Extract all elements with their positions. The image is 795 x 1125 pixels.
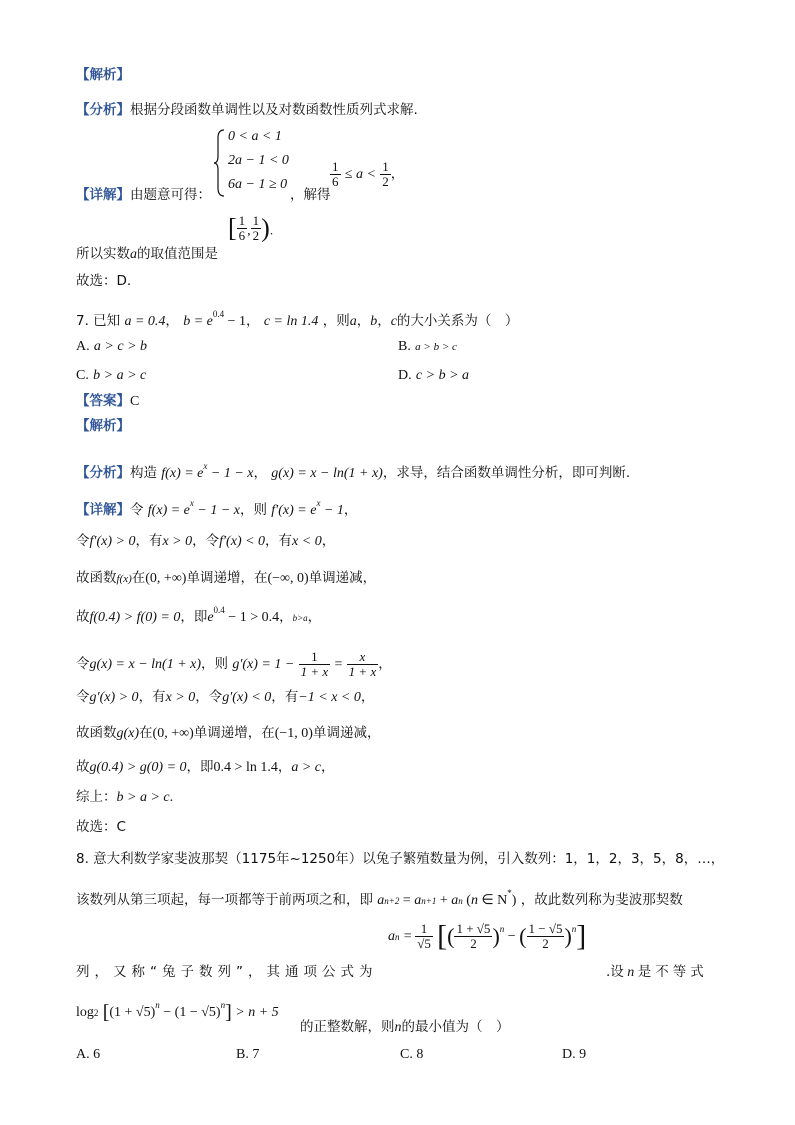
question-8-line-2: 该数列从第三项起，每一项都等于前两项之和，即 an+2 = an+1 + an (n ∈ N*) ，故此数列称为斐波那契数 [76, 888, 683, 908]
analysis-label-7: 【解析】 [76, 418, 130, 434]
q7-a: a = 0.4 [124, 314, 166, 329]
range-line: 所以实数a的取值范围是 [76, 246, 218, 262]
inequality: log2 $[(1 + √5)^n - (1 - √5)^n] > n + 5$ [76, 1000, 279, 1024]
choice-line-6: 故选：D. [76, 273, 132, 289]
range-text-a: 所以实数 [76, 246, 130, 262]
analysis-text: 根据分段函数单调性以及对数函数性质列式求解. [130, 102, 418, 118]
question-7: 7. 已知 a = 0.4， $b = e^{0.4} - 1$， c = ln 1.4 ，则a，b，c的大小关系为（ ） [76, 309, 519, 329]
q8-option-b: B. 7 [236, 1047, 260, 1062]
general-formula: an = $\frac{1}{√5}$ [( $\frac{1 + √5}{2}$ )$^n$ − ( $\frac{1 - √5}{2}$ )$^n$] [388, 919, 587, 953]
solve-text: ，解得 [290, 187, 331, 203]
left-brace [214, 128, 226, 198]
question-8-line-3: 列，又称“兔子数列”，其通项公式为 [76, 964, 378, 980]
option-a: A. a > c > b [76, 339, 148, 354]
detail-line-7-6: 令g′(x) > 0，有x > 0，令g′(x) < 0，有−1 < x < 0， [76, 689, 375, 705]
q7-b-tail: − 1 [224, 314, 247, 329]
conclusion-line-7: 综上：b > a > c. [76, 789, 174, 805]
q8-option-d: D. 9 [562, 1047, 587, 1062]
analysis-tag: 【分析】 [76, 102, 130, 118]
option-a-value: a > c > b [93, 339, 148, 354]
detail-line-7-5: 令g(x) = x − ln(1 + x)，则 g′(x) = 1 − $\frac{1}{1 + x}$ = $\frac{x}{1 + x}$ ， [76, 649, 392, 679]
solution-ineq: ≤ a < [344, 167, 376, 182]
analysis-line-7: 【分析】构造 $f(x) = e^x - 1 - x$， g(x) = x − ln(1 + x)，求导，结合函数单调性分析，即可判断. [76, 461, 631, 481]
q7-ask: 的大小关系为（ ） [396, 313, 519, 329]
q7-b: b = e [183, 314, 213, 329]
detail-text: 由题意可得： [130, 187, 211, 203]
detail-tag: 【详解】 [76, 187, 130, 203]
q7-b-exp: 0.4 [212, 309, 225, 319]
option-d-value: c > b > a [415, 368, 470, 383]
q8-option-c: C. 8 [400, 1047, 424, 1062]
q8-option-a: A. 6 [76, 1047, 101, 1062]
choice-line-7: 故选：C [76, 819, 126, 835]
detail-line-7-2: 令f′(x) > 0，有x > 0，令f′(x) < 0，有x < 0， [76, 533, 336, 549]
q7-then: ，则 [322, 313, 350, 329]
detail-line-7-4: 故f(0.4) > f(0) = 0，即$e^{0.4} - 1 > 0.4$，b>a， [76, 605, 322, 625]
question-8-line-3-tail: .设 n 是不等式 [606, 964, 708, 980]
option-b: B. a > b > c [398, 339, 457, 354]
option-c: C. b > a > c [76, 368, 147, 383]
analysis-tag-7: 【分析】 [76, 465, 130, 481]
func-g: g(x) = x − ln(1 + x) [271, 466, 383, 481]
detail-line-1 [76, 186, 211, 204]
question-8-line-1: 8. 意大利数学家斐波那契（1175年~1250年）以兔子繁殖数量为例，引入数列：1，1，2，3，5，8，…， [76, 851, 725, 867]
range-interval: [ $\frac{1}{6}$ , $\frac{1}{2}$ ). [228, 213, 274, 243]
analysis-line [76, 101, 418, 119]
answer-line [76, 392, 139, 411]
detail-line-7-3: 故函数f(x)在(0, +∞)单调递增，在(−∞, 0)单调递减， [76, 570, 377, 586]
section-analysis-label: 【解析】 [76, 67, 130, 83]
answer-value: C [130, 394, 140, 409]
system-row-2: 2a − 1 < 0 [228, 153, 289, 168]
func-f: f(x) = e [161, 466, 204, 481]
detail-line-7-7: 故函数g(x)在(0, +∞)单调递增，在(−1, 0)单调递减， [76, 725, 381, 741]
solution-interval: $\frac{1}{6}$ ≤ a < $\frac{1}{2}$ ， [332, 159, 405, 189]
option-d: D. c > b > a [398, 368, 470, 383]
range-text-b: 的取值范围是 [137, 246, 218, 262]
q7-c: c = ln 1.4 [263, 314, 319, 329]
question-8-line-4: 的正整数解，则n的最小值为（ ） [300, 1019, 510, 1035]
answer-tag: 【答案】 [76, 393, 130, 409]
detail-line-7-1: 【详解】令 $f(x) = e^x - 1 - x$，则 $f'(x) = e^x - 1$， [76, 498, 358, 518]
system-row-3: 6a − 1 ≥ 0 [228, 177, 288, 192]
recurrence: a [377, 893, 385, 908]
detail-line-7-8: 故g(0.4) > g(0) = 0，即0.4 > ln 1.4，a > c， [76, 759, 335, 775]
option-b-value: a > b > c [415, 341, 457, 353]
option-c-value: b > a > c [93, 368, 147, 383]
q7-lead: 7. 已知 [76, 313, 121, 329]
system-row-1: 0 < a < 1 [228, 129, 282, 144]
